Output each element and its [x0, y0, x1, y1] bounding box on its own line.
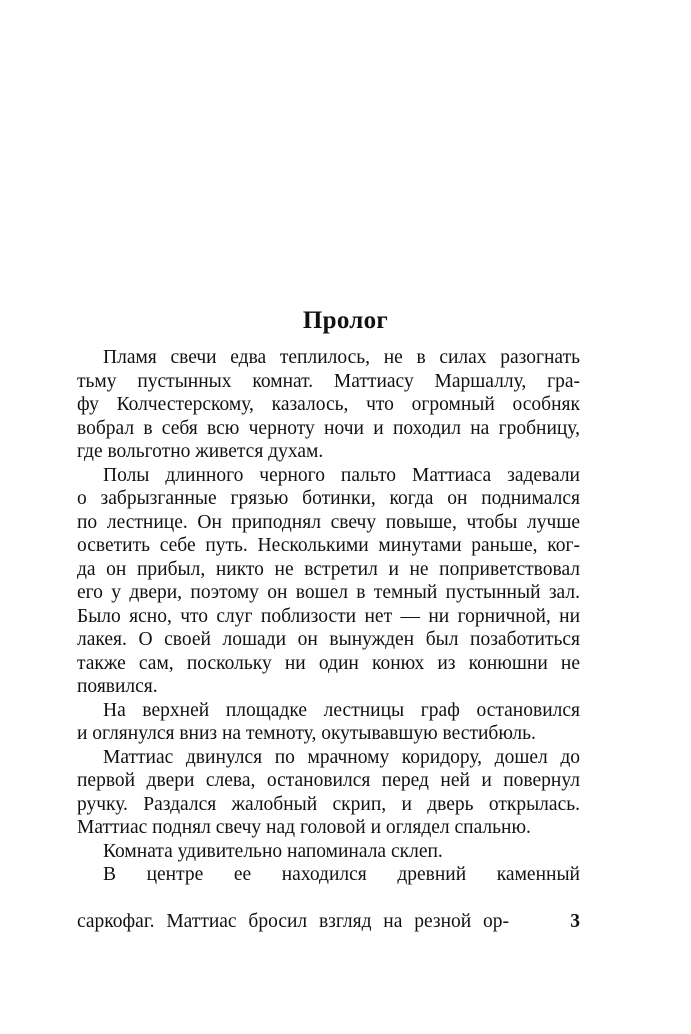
text-line: фу Колчестерскому, казалось, что огромный особняк — [77, 394, 580, 415]
text-line: появился. — [77, 676, 158, 697]
body-text — [77, 346, 580, 887]
text-line: Маттиас двинулся по мрачному коридору, дошел до — [103, 746, 580, 768]
text-line: по лестнице. Он приподнял свечу повыше, чтобы лучше — [77, 511, 580, 533]
text-line: На верхней площадке лестницы граф остановился — [103, 699, 580, 721]
text-line: осветить себе путь. Несколькими минутами раньше, ког- — [77, 535, 580, 556]
text-line: вобрал в себя всю черноту ночи и походил на гробницу, — [77, 417, 580, 439]
footer-line — [77, 910, 580, 934]
text-line: Пламя свечи едва теплилось, не в силах разогнать — [103, 347, 580, 368]
text-line: лакея. О своей лошади он вынужден был позаботиться — [77, 629, 580, 650]
text-line: о забрызганные грязью ботинки, когда он поднимался — [77, 488, 580, 509]
text-line: его у двери, поэтому он вошел в темный пустынный зал. — [77, 582, 580, 603]
text-line: также сам, поскольку ни один конюх из конюшни не — [77, 652, 580, 674]
text-line: В центре ее находился древний каменный — [103, 864, 580, 885]
chapter-title: Пролог — [302, 307, 389, 334]
text-line: Комната удивительно напоминала склеп. — [103, 840, 443, 862]
text-line: саркофаг. Маттиас бросил взгляд на резной ор- — [77, 911, 509, 932]
page-number: 3 — [570, 911, 580, 932]
text-line: ручку. Раздался жалобный скрип, и дверь открылась. — [77, 793, 580, 815]
text-line: Маттиас поднял свечу над головой и оглядел спальню. — [77, 817, 531, 838]
text-line: где вольготно живется духам. — [77, 441, 324, 462]
text-line: и оглянулся вниз на темноту, окутывавшую вестибюль. — [77, 723, 536, 744]
text-line: Было ясно, что слуг поблизости нет — ни горничной, ни — [77, 605, 580, 627]
text-line: тьму пустынных комнат. Маттиасу Маршаллу, гра- — [77, 370, 580, 392]
text-line: да он прибыл, никто не встретил и не поприветствовал — [77, 558, 580, 580]
text-line: первой двери слева, остановился перед ней и повернул — [77, 770, 580, 791]
text-line: Полы длинного черного пальто Маттиаса задевали — [103, 464, 580, 486]
